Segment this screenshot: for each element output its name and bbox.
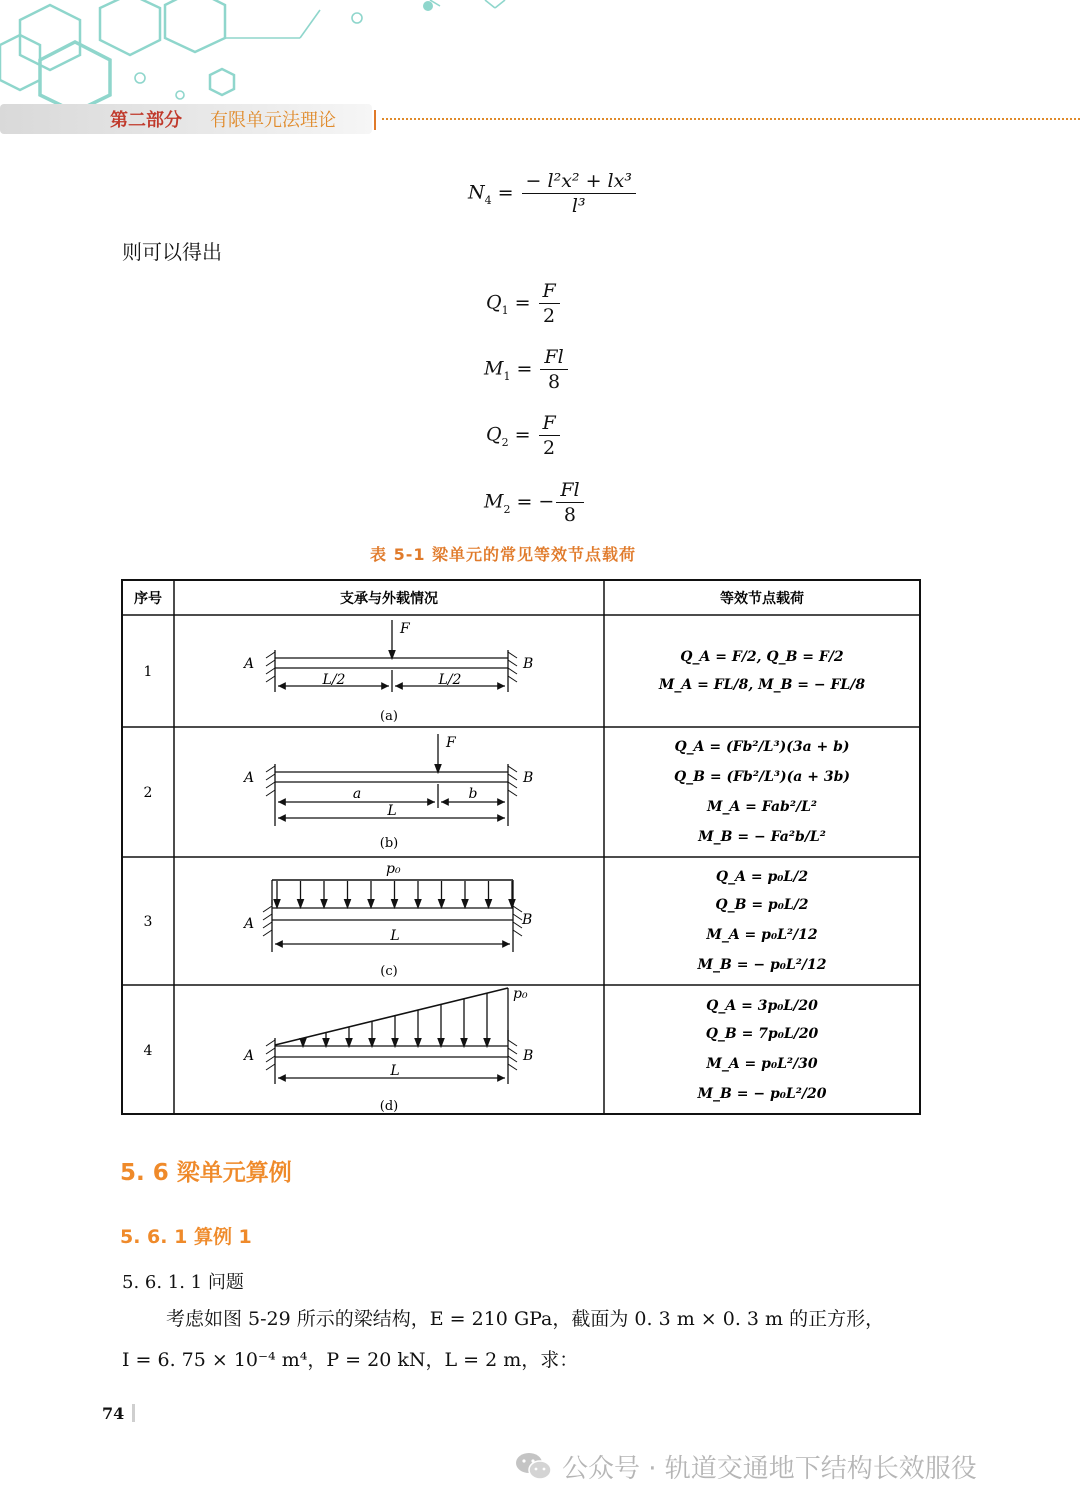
- formula-numerator: − l²x² + lx³: [522, 170, 636, 194]
- support-label-a: A: [244, 916, 255, 932]
- force-label: F: [400, 621, 410, 637]
- figure-tag: (a): [380, 709, 398, 724]
- support-label-a: A: [244, 1048, 255, 1064]
- load-label: p₀: [386, 861, 401, 877]
- load-formula: M_B = − p₀L²/20: [697, 1086, 827, 1102]
- beam-figure-a: [266, 620, 517, 692]
- problem-paragraph-line1: 考虑如图 5-29 所示的梁结构，E = 210 GPa，截面为 0. 3 m × 0. 3 m 的正方形，: [166, 1308, 885, 1330]
- dimension-label: a: [352, 786, 362, 802]
- header-topic-label: 有限单元法理论: [210, 110, 336, 131]
- load-formula: M_A = p₀L²/12: [706, 927, 818, 943]
- wechat-icon: [514, 1450, 554, 1482]
- load-formula: Q_A = (Fb²/L³)(3a + b): [674, 739, 850, 755]
- dimension-label: L: [387, 803, 397, 819]
- support-label-a: A: [244, 656, 255, 672]
- table-header: 等效节点载荷: [720, 591, 804, 607]
- subsection-title: 5. 6. 1 算例 1: [120, 1226, 252, 1248]
- load-formula: Q_B = 7p₀L/20: [705, 1026, 819, 1042]
- subsubsection-title: 5. 6. 1. 1 问题: [122, 1272, 244, 1293]
- figure-tag: (d): [379, 1099, 399, 1114]
- page-number: 74: [102, 1404, 125, 1423]
- row-number: 3: [143, 914, 153, 930]
- section-title: 5. 6 梁单元算例: [120, 1160, 292, 1186]
- row-number: 2: [143, 785, 153, 801]
- support-label-b: B: [523, 1048, 534, 1064]
- support-label-a: A: [244, 770, 255, 786]
- row-number: 4: [143, 1043, 153, 1059]
- load-formula: M_B = − Fa²b/L²: [698, 829, 826, 845]
- formula-lhs-sub: 4: [484, 193, 492, 207]
- load-formula: M_A = p₀L²/30: [706, 1056, 818, 1072]
- load-formula: M_A = Fab²/L²: [706, 799, 818, 815]
- intro-text: 则可以得出: [122, 240, 222, 264]
- row-number: 1: [143, 664, 153, 680]
- dimension-label: L/2: [438, 672, 462, 688]
- formula-result: $M_1$ = $\frac{Fl}{8}$: [484, 346, 570, 393]
- formula-result: $Q_1$ = $\frac{F}{2}$: [486, 280, 562, 327]
- load-formula: Q_A = p₀L/2: [715, 869, 809, 885]
- formula-result: $M_2$ = − $\frac{Fl}{8}$: [484, 479, 586, 526]
- figure-tag: (b): [379, 836, 399, 851]
- load-formula: Q_B = (Fb²/L³)(a + 3b): [673, 769, 851, 785]
- formula-n4: $N_4$ = $\frac{\text{− l²x² + lx³}}{\text{l³}}$: [468, 170, 638, 217]
- support-label-b: B: [523, 656, 534, 672]
- page-number-bar: [132, 1404, 135, 1422]
- load-formula: Q_A = 3p₀L/20: [706, 998, 818, 1014]
- support-label-b: B: [522, 912, 533, 928]
- dimension-label: L: [390, 1063, 400, 1079]
- header-part-label: 第二部分: [110, 110, 182, 131]
- formula-result: $Q_2$ = $\frac{F}{2}$: [486, 412, 562, 459]
- table-caption: 表 5-1 梁单元的常见等效节点载荷: [370, 545, 637, 564]
- support-label-b: B: [523, 770, 534, 786]
- load-formula: Q_A = F/2, Q_B = F/2: [680, 649, 844, 665]
- load-label: p₀: [513, 986, 528, 1002]
- force-label: F: [446, 735, 456, 751]
- problem-paragraph-line2: I = 6. 75 × 10⁻⁴ m⁴，P = 20 kN，L = 2 m，求：: [122, 1349, 579, 1371]
- load-formula: M_B = − p₀L²/12: [697, 957, 827, 973]
- watermark-text: 公众号 · 轨道交通地下结构长效服役: [562, 1454, 977, 1484]
- load-formula: Q_B = p₀L/2: [715, 897, 809, 913]
- load-formula: M_A = FL/8, M_B = − FL/8: [658, 677, 866, 693]
- dimension-label: b: [468, 786, 478, 802]
- dimension-label: L/2: [322, 672, 346, 688]
- table-header: 支承与外载情况: [340, 591, 438, 607]
- figure-tag: (c): [380, 964, 398, 979]
- formula-lhs: N: [468, 181, 485, 204]
- formula-denominator: l³: [571, 195, 586, 217]
- dimension-label: L: [390, 928, 400, 944]
- table-header: 序号: [134, 591, 162, 607]
